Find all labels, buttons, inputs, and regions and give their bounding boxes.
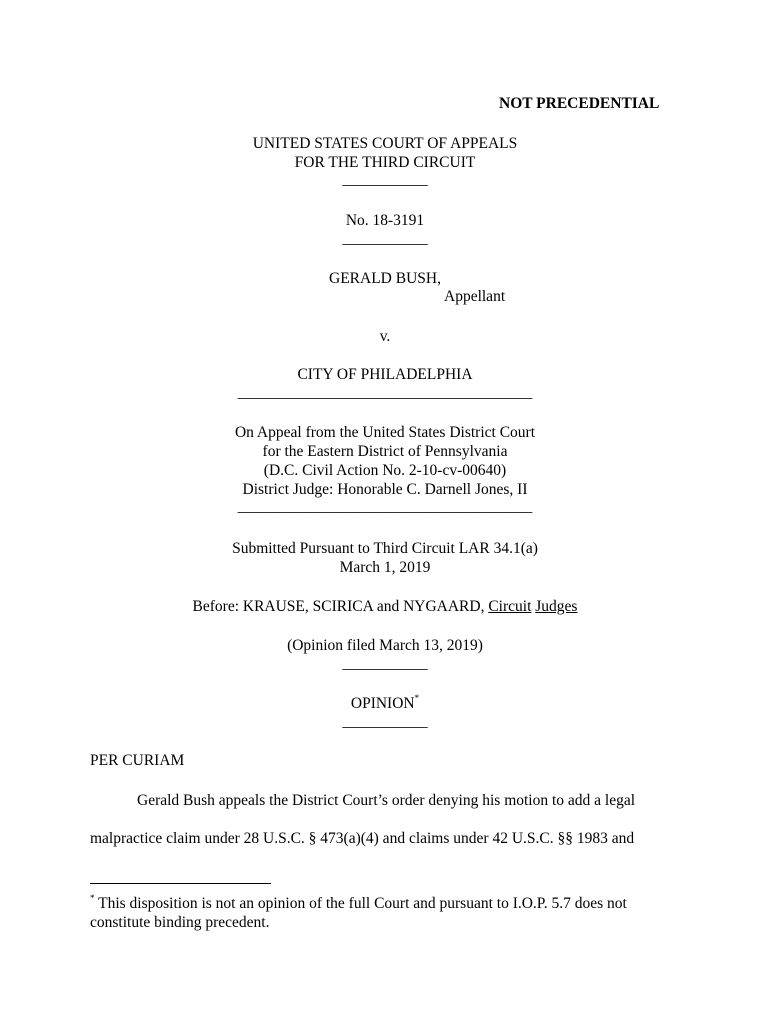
appeal-info-line-4: District Judge: Honorable C. Darnell Jones, II — [242, 481, 528, 498]
submission-date: March 1, 2019 — [339, 559, 431, 576]
appeal-info-line-1: On Appeal from the United States District Court — [234, 424, 536, 441]
case-number: No. 18-3191 — [345, 212, 425, 229]
footnote-mark: * — [90, 893, 95, 903]
appeal-info-line-2: for the Eastern District of Pennsylvania — [262, 443, 508, 460]
paragraph-line-1: Gerald Bush appeals the District Court’s order denying his motion to add a legal — [137, 792, 636, 809]
footnote-line-2: constitute binding precedent. — [90, 914, 270, 931]
separator-1: ___________ — [342, 171, 428, 188]
per-curiam-heading: PER CURIAM — [90, 752, 185, 769]
paragraph-line-2: malpractice claim under 28 U.S.C. § 473(a)(4) and claims under 42 U.S.C. §§ 1983 and — [90, 830, 635, 847]
panel-word-judges: Judges — [535, 598, 578, 615]
precedential-status: NOT PRECEDENTIAL — [499, 95, 660, 112]
footnote-divider — [90, 883, 271, 884]
appellee-name: CITY OF PHILADELPHIA — [297, 366, 473, 383]
panel-line — [0, 599, 770, 615]
versus: v. — [379, 328, 391, 345]
panel-word-circuit: Circuit — [488, 598, 532, 615]
separator-4: ______________________________________ — [237, 498, 533, 515]
appellant-name: GERALD BUSH, — [329, 270, 441, 287]
footnote-line-1 — [90, 893, 627, 912]
footnote-text-1: This disposition is not an opinion of the full Court and pursuant to I.O.P. 5.7 does not — [94, 895, 627, 912]
footnote-reference[interactable]: * — [414, 693, 420, 703]
appeal-info-line-3: (D.C. Civil Action No. 2-10-cv-00640) — [263, 462, 507, 479]
separator-6: ___________ — [342, 713, 428, 730]
submission-line: Submitted Pursuant to Third Circuit LAR 34.1(a) — [232, 540, 538, 557]
separator-2: ___________ — [342, 230, 428, 247]
separator-3: ______________________________________ — [237, 384, 533, 401]
court-name-line-2: FOR THE THIRD CIRCUIT — [294, 154, 476, 171]
opinion-filed-date: (Opinion filed March 13, 2019) — [287, 637, 483, 654]
appellant-role: Appellant — [444, 288, 506, 305]
court-name-line-1: UNITED STATES COURT OF APPEALS — [252, 135, 518, 152]
separator-5: ___________ — [342, 655, 428, 672]
opinion-title-text: OPINION — [350, 695, 415, 712]
panel-judges: Before: KRAUSE, SCIRICA and NYGAARD, — [192, 598, 489, 615]
opinion-title — [0, 693, 770, 712]
